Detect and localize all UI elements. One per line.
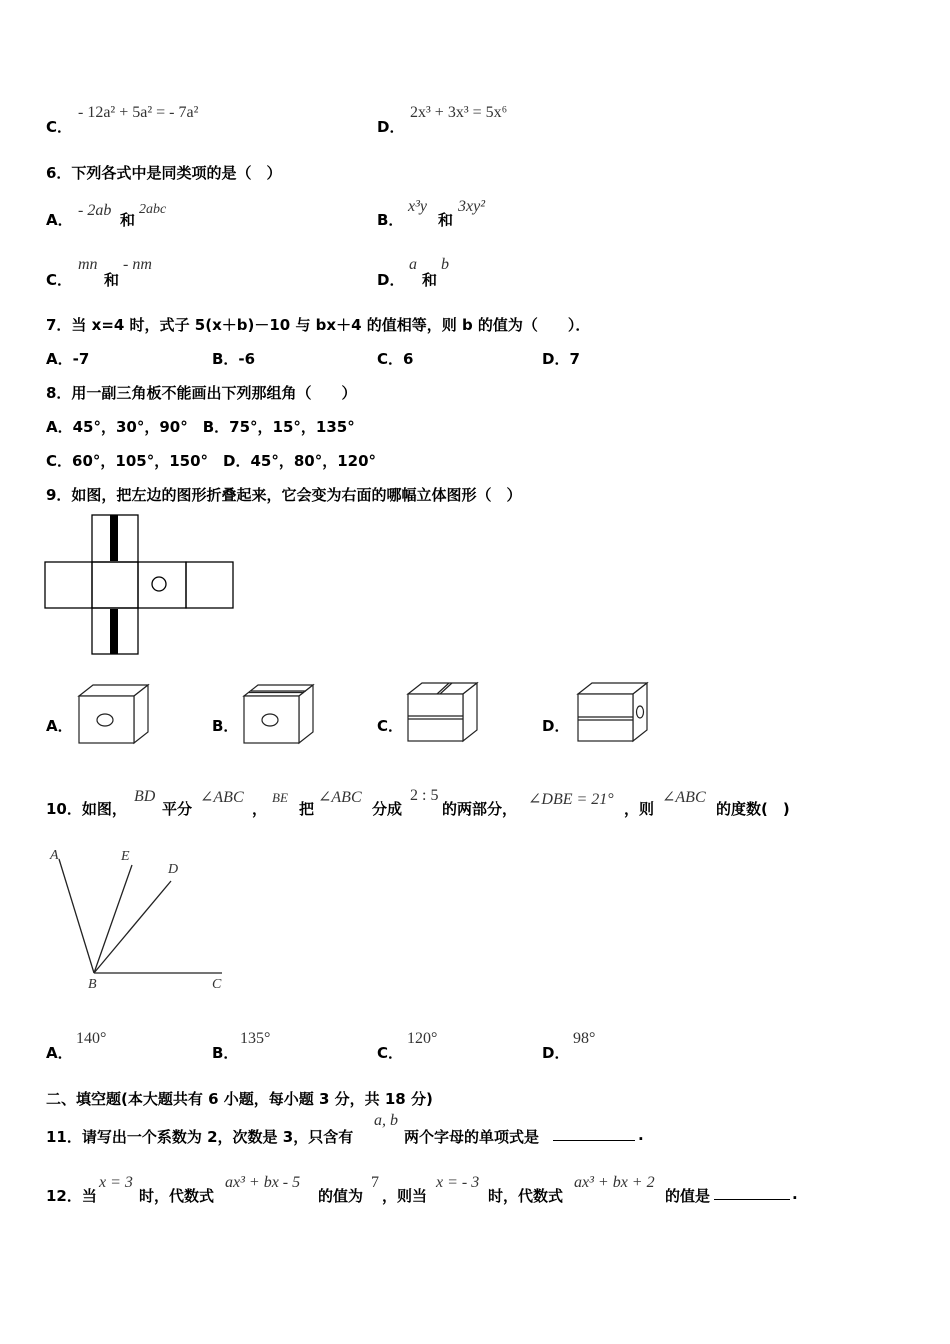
- q6-c-left: mn: [78, 256, 98, 273]
- q10-point-d: D: [168, 862, 179, 877]
- q5-c-label: C．: [46, 118, 73, 136]
- q10-c-label: C．: [377, 1044, 404, 1062]
- q8-options-line1: A．45°，30°，90° B．75°，15°，135°: [46, 418, 355, 436]
- q6-b-right: 3xy²: [458, 198, 485, 215]
- q10-text-divide: 分成: [372, 800, 403, 818]
- q6-b-and: 和: [438, 211, 454, 229]
- q6-d-and: 和: [422, 271, 438, 289]
- ray-ba: [59, 859, 94, 973]
- net-top-stripe: [110, 515, 118, 561]
- q9-option-d-cube: [575, 680, 653, 746]
- q12-answer-blank[interactable]: [714, 1185, 790, 1204]
- q10-d-value: 98°: [573, 1030, 596, 1047]
- q12-expr-1: ax³ + bx - 5: [225, 1174, 301, 1191]
- q10-angle-dbe: ∠DBE = 21°: [528, 791, 614, 808]
- q6-a-right: 2abc: [139, 202, 167, 217]
- q9-stem: 9．如图，把左边的图形折叠起来，它会变为右面的哪幅立体图形（ ）: [46, 486, 522, 504]
- net-right-square: [138, 562, 186, 608]
- q10-bd: BD: [134, 788, 156, 805]
- section-2-heading: 二、填空题(本大题共有 6 小题，每小题 3 分，共 18 分): [46, 1090, 433, 1108]
- q10-b-value: 135°: [240, 1030, 271, 1047]
- q6-a-and: 和: [120, 211, 136, 229]
- q7-stem: 7．当 x=4 时，式子 5(x＋b)－10 与 bx＋4 的值相等，则 b 的值为（ ）．: [46, 316, 591, 334]
- q12-text-then-when: ，则当: [382, 1187, 428, 1205]
- q10-angle-abc-3: ∠ABC: [662, 789, 706, 806]
- q6-a-left: - 2ab: [78, 202, 112, 219]
- q6-c-and: 和: [104, 271, 120, 289]
- q6-c-label: C．: [46, 271, 73, 289]
- q12-period: .: [792, 1185, 798, 1203]
- ray-be: [94, 865, 132, 973]
- q10-text-ba: 把: [299, 800, 315, 818]
- q9-option-a-cube: [76, 682, 152, 748]
- q10-d-label: D．: [542, 1044, 570, 1062]
- q6-d-label: D．: [377, 271, 405, 289]
- q7-option-a: A．-7: [46, 350, 90, 368]
- q5-c-expr: - 12a² + 5a² = - 7a²: [78, 104, 199, 121]
- net-center-square: [92, 562, 138, 608]
- q10-point-a: A: [50, 848, 59, 863]
- net-circle: [152, 577, 166, 591]
- q12-text-value: 的值是: [665, 1187, 711, 1205]
- q7-option-c: C．6: [377, 350, 414, 368]
- q12-x-eq-neg3: x = - 3: [436, 1174, 480, 1191]
- q11-period: .: [638, 1126, 644, 1144]
- q8-options-line2: C．60°，105°，150° D．45°，80°，120°: [46, 452, 377, 470]
- q12-x-eq-3: x = 3: [99, 1174, 133, 1191]
- q11-text-end: 两个字母的单项式是: [404, 1128, 540, 1146]
- q12-expr-2: ax³ + bx + 2: [574, 1174, 655, 1191]
- q10-angle-abc-1: ∠ABC: [200, 789, 244, 806]
- q6-c-right: - nm: [123, 256, 152, 273]
- q10-text-degree: 的度数( ): [716, 800, 790, 818]
- q12-text-expr-2: 时，代数式: [488, 1187, 564, 1205]
- q10-text-then: ，则: [624, 800, 655, 818]
- q10-text-comma: ，: [252, 800, 268, 818]
- q6-stem: 6．下列各式中是同类项的是（ ）: [46, 164, 282, 182]
- q10-be: BE: [272, 790, 288, 805]
- q10-a-label: A．: [46, 1044, 73, 1062]
- q9-option-b-label: B．: [212, 717, 239, 735]
- q12-text-when: 12．当: [46, 1187, 97, 1205]
- q11-text-start: 11．请写出一个系数为 2，次数是 3，只含有: [46, 1128, 354, 1146]
- q12-text-value-is: 的值为: [318, 1187, 364, 1205]
- q9-option-d-label: D．: [542, 717, 570, 735]
- q10-point-b: B: [88, 977, 97, 992]
- q6-d-right: b: [441, 256, 449, 273]
- q11-vars: a, b: [374, 1112, 398, 1129]
- q5-d-label: D．: [377, 118, 405, 136]
- q9-option-c-cube: [405, 680, 483, 746]
- q10-c-value: 120°: [407, 1030, 438, 1047]
- ray-bd: [94, 881, 171, 973]
- net-bottom-stripe: [110, 609, 118, 654]
- q6-d-left: a: [409, 256, 417, 273]
- q12-value-7: 7: [371, 1174, 379, 1191]
- q7-option-d: D．7: [542, 350, 580, 368]
- q9-net-figure: [40, 510, 240, 660]
- q6-b-label: B．: [377, 211, 404, 229]
- q8-stem: 8．用一副三角板不能画出下列那组角（ ）: [46, 384, 357, 402]
- q5-d-expr: 2x³ + 3x³ = 5x⁶: [410, 104, 508, 121]
- q9-option-c-label: C．: [377, 717, 404, 735]
- q9-option-b-cube: [241, 682, 317, 748]
- q10-angle-figure: [40, 845, 240, 1000]
- q6-b-left: x³y: [408, 198, 427, 215]
- q10-text-parts: 的两部分，: [442, 800, 518, 818]
- q9-option-a-label: A．: [46, 717, 73, 735]
- q6-a-label: A．: [46, 211, 73, 229]
- q10-b-label: B．: [212, 1044, 239, 1062]
- q12-text-expr: 时，代数式: [139, 1187, 215, 1205]
- q10-ratio: 2 : 5: [410, 787, 439, 804]
- q11-answer-blank[interactable]: [553, 1126, 635, 1145]
- q10-number: 10．如图，: [46, 800, 127, 818]
- net-left-square: [45, 562, 92, 608]
- q10-angle-abc-2: ∠ABC: [318, 789, 362, 806]
- net-far-right-square: [186, 562, 233, 608]
- q10-point-c: C: [212, 977, 222, 992]
- q10-text-bisect: 平分: [162, 800, 193, 818]
- q10-point-e: E: [121, 849, 130, 864]
- q7-option-b: B．-6: [212, 350, 256, 368]
- q10-a-value: 140°: [76, 1030, 107, 1047]
